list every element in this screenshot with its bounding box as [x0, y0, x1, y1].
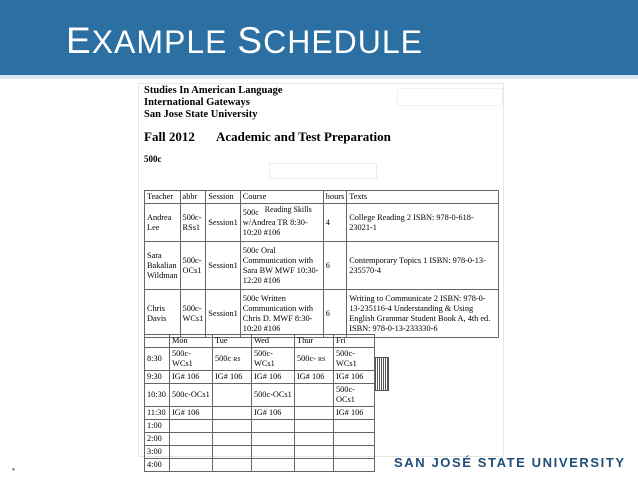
slot-cell: IG# 106	[334, 407, 375, 420]
table-row	[145, 204, 499, 242]
day-header: Fri	[334, 335, 375, 348]
slot-cell	[295, 407, 334, 420]
schedule-document	[138, 83, 504, 469]
time-cell: 11:30	[145, 407, 170, 420]
slot-cell	[170, 446, 213, 459]
slot-cell	[213, 459, 252, 472]
hours-cell: 6	[323, 290, 346, 338]
day-header: Wed	[252, 335, 295, 348]
texts-cell: Contemporary Topics 1 ISBN: 978-0-13-235570-4	[347, 242, 499, 290]
session-cell: Session1	[206, 204, 241, 242]
time-cell: 1:00	[145, 420, 170, 433]
table-row	[145, 242, 499, 290]
course-cell: 500c Oral Communication with Sara BW MWF 10:30-12:20 #106	[240, 242, 323, 290]
slot-cell	[213, 407, 252, 420]
col-header: abbr	[180, 191, 206, 204]
table-row	[145, 371, 375, 384]
day-header: Mon	[170, 335, 213, 348]
org-line-2: International Gateways	[144, 97, 250, 108]
day-header: Tue	[213, 335, 252, 348]
slot-cell: IG# 106	[170, 371, 213, 384]
blank-field	[269, 163, 377, 179]
term-label: Fall 2012	[144, 129, 195, 144]
table-row	[145, 446, 375, 459]
section-label: 500c	[144, 154, 162, 164]
weekly-header-row	[145, 335, 375, 348]
slot-cell	[170, 420, 213, 433]
slot-cell: 500c- RS	[295, 348, 334, 371]
footer-bullet: •	[12, 465, 15, 474]
slot-cell	[295, 433, 334, 446]
slot-cell	[213, 446, 252, 459]
slot-cell	[334, 420, 375, 433]
slot-cell	[252, 459, 295, 472]
abbr-cell: 500c- RSs1	[180, 204, 206, 242]
slot-cell	[295, 446, 334, 459]
time-header	[145, 335, 170, 348]
col-header: Session	[206, 191, 241, 204]
slot-cell: IG# 106	[252, 407, 295, 420]
texts-cell: Writing to Communicate 2 ISBN: 978-0-13-235116-4 Understanding & Using English Grammar Student Book A, 4th ed. ISBN: 978-0-13-233330-6	[347, 290, 499, 338]
slot-cell: 500c-WCs1	[170, 348, 213, 371]
university-footer: SAN JOSÉ STATE UNIVERSITY	[394, 455, 626, 470]
col-header: Teacher	[145, 191, 181, 204]
slot-cell: 500c-OCs1	[252, 384, 295, 407]
slot-cell	[170, 459, 213, 472]
org-line-1: Studies In American Language	[144, 85, 283, 96]
col-header: hours	[323, 191, 346, 204]
table-row	[145, 407, 375, 420]
teacher-cell: Sara Bakalian Wildman	[145, 242, 181, 290]
teacher-cell: Andrea Lee	[145, 204, 181, 242]
time-cell: 8:30	[145, 348, 170, 371]
program-label: Academic and Test Preparation	[216, 129, 391, 144]
time-cell: 3:00	[145, 446, 170, 459]
day-header: Thur	[295, 335, 334, 348]
slot-cell	[252, 420, 295, 433]
time-cell: 2:00	[145, 433, 170, 446]
col-header: Texts	[347, 191, 499, 204]
slot-cell: 500c-WCs1	[252, 348, 295, 371]
slot-cell	[295, 420, 334, 433]
slide-title: EXAMPLE SCHEDULE	[66, 20, 424, 61]
col-header: Course	[240, 191, 323, 204]
banner-divider	[0, 75, 638, 79]
slot-cell	[334, 446, 375, 459]
course-cell: 500c Reading Skills w/Andrea TR 8:30-10:20 #106	[240, 204, 323, 242]
table-scrollbar[interactable]	[375, 357, 389, 391]
slot-cell: 500c RS	[213, 348, 252, 371]
texts-cell: College Reading 2 ISBN: 978-0-618-23021-1	[347, 204, 499, 242]
hours-cell: 6	[323, 242, 346, 290]
slot-cell	[213, 384, 252, 407]
course-table	[144, 190, 499, 338]
slot-cell	[334, 433, 375, 446]
slot-cell	[334, 459, 375, 472]
table-header-row	[145, 191, 499, 204]
slot-cell	[252, 433, 295, 446]
session-cell: Session1	[206, 242, 241, 290]
table-row	[145, 459, 375, 472]
time-cell: 9:30	[145, 371, 170, 384]
slot-cell	[252, 446, 295, 459]
slot-cell	[213, 433, 252, 446]
teacher-cell: Chris Davis	[145, 290, 181, 338]
table-row	[145, 348, 375, 371]
hours-cell: 4	[323, 204, 346, 242]
slot-cell	[295, 384, 334, 407]
abbr-cell: 500c-WCs1	[180, 290, 206, 338]
session-cell: Session1	[206, 290, 241, 338]
abbr-cell: 500c-OCs1	[180, 242, 206, 290]
slot-cell: 500c-OCs1	[334, 384, 375, 407]
course-overlay: Reading Skills	[264, 205, 312, 214]
slot-cell: IG# 106	[334, 371, 375, 384]
time-cell: 4:00	[145, 459, 170, 472]
slot-cell: IG# 106	[295, 371, 334, 384]
table-row	[145, 433, 375, 446]
weekly-schedule-table	[144, 334, 375, 472]
slot-cell	[295, 459, 334, 472]
org-line-3: San Jose State University	[144, 109, 258, 120]
time-cell: 10:30	[145, 384, 170, 407]
table-row	[145, 290, 499, 338]
slot-cell: 500c-OCs1	[170, 384, 213, 407]
slot-cell: IG# 106	[213, 371, 252, 384]
table-row	[145, 384, 375, 407]
blank-field	[397, 88, 503, 106]
slot-cell	[213, 420, 252, 433]
table-row	[145, 420, 375, 433]
slot-cell: IG# 106	[252, 371, 295, 384]
slot-cell: 500c-WCs1	[334, 348, 375, 371]
slot-cell: IG# 106	[170, 407, 213, 420]
slot-cell	[170, 433, 213, 446]
course-cell: 500c Written Communication with Chris D. MWF 8:30-10:20 #106	[240, 290, 323, 338]
